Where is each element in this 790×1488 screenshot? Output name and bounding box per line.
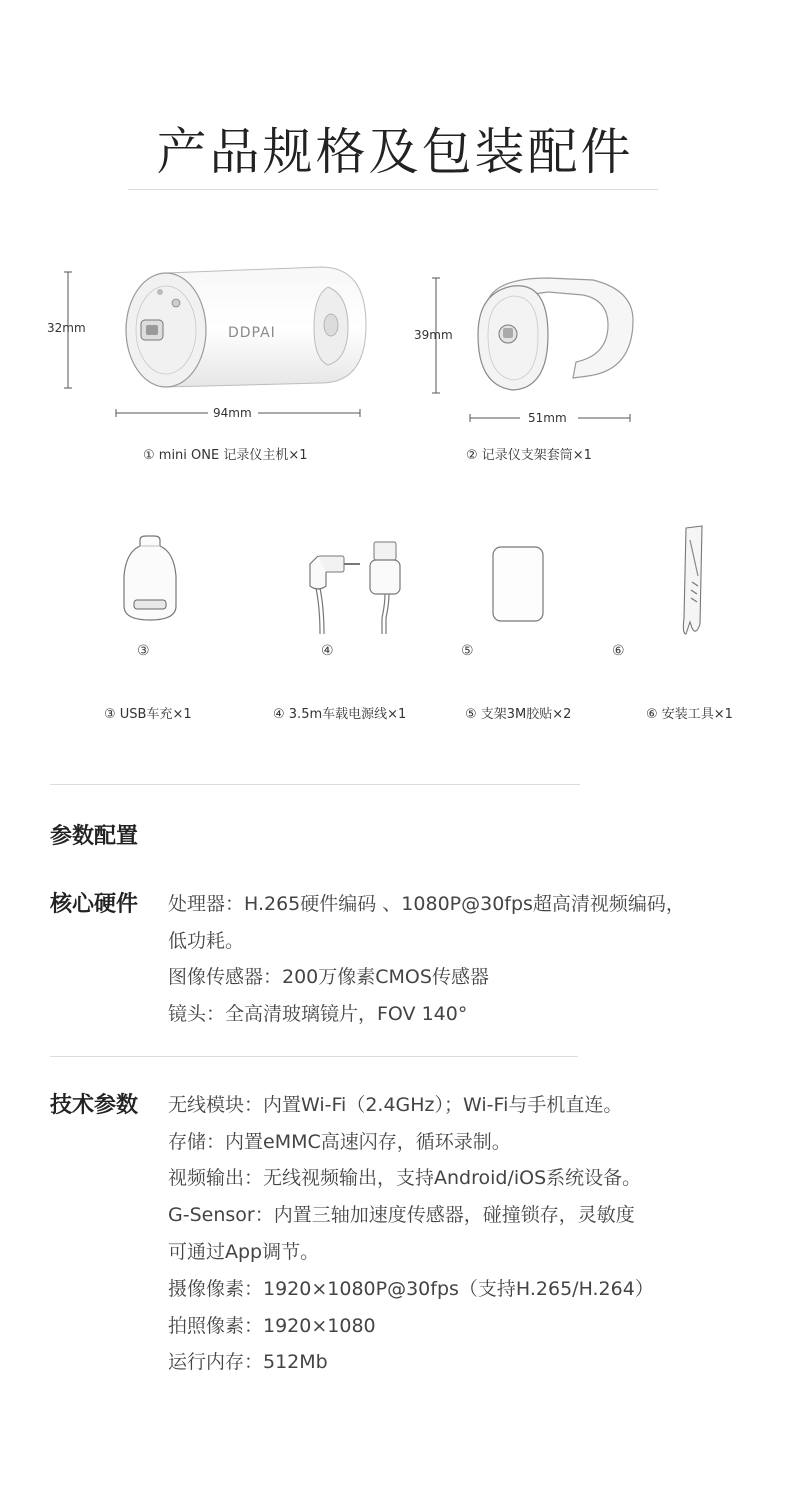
specs-divider-middle (50, 1056, 578, 1057)
core-hardware-label: 核心硬件 (50, 892, 139, 917)
tech-params-line: 无线模块：内置Wi-Fi（2.4GHz）；Wi-Fi与手机直连。 (168, 1094, 623, 1116)
tech-params-label: 技术参数 (50, 1093, 139, 1118)
tech-params-line: 运行内存：512Mb (168, 1351, 328, 1373)
mount-width-label: 51mm (528, 411, 567, 425)
tech-params-line: 拍照像素：1920×1080 (168, 1315, 376, 1337)
tech-params-line: 摄像像素：1920×1080P@30fps（支持H.265/H.264） (168, 1278, 654, 1300)
accessory-3-number: ③ (137, 643, 150, 659)
accessory-3-caption: ③ USB车充×1 (104, 707, 192, 722)
specs-divider-top (50, 784, 580, 785)
mount-illustration (468, 270, 648, 400)
accessory-4-number: ④ (321, 643, 334, 659)
adhesive-pad-illustration (490, 544, 546, 624)
accessory-4-caption: ④ 3.5m车载电源线×1 (273, 707, 407, 722)
svg-text:DDPAI: DDPAI (228, 325, 276, 341)
tech-params-line: G-Sensor：内置三轴加速度传感器，碰撞锁存，灵敏度 (168, 1204, 635, 1226)
accessory-6-caption: ⑥ 安装工具×1 (646, 707, 733, 722)
installation-tool-illustration (672, 526, 712, 638)
core-hardware-line: 低功耗。 (168, 930, 245, 952)
core-hardware-line: 镜头：全高清玻璃镜片，FOV 140° (168, 1003, 468, 1025)
tech-params-line: 可通过App调节。 (168, 1241, 320, 1263)
accessory-5-caption: ⑤ 支架3M胶贴×2 (465, 707, 572, 722)
mount-caption: ② 记录仪支架套筒×1 (466, 448, 592, 463)
camera-length-label: 94mm (213, 406, 252, 420)
camera-caption: ① mini ONE 记录仪主机×1 (143, 448, 308, 463)
power-cable-illustration (300, 538, 410, 638)
mount-height-label: 39mm (414, 328, 453, 342)
core-hardware-line: 图像传感器：200万像素CMOS传感器 (168, 966, 489, 988)
tech-params-line: 存储：内置eMMC高速闪存，循环录制。 (168, 1131, 511, 1153)
core-hardware-line: 处理器：H.265硬件编码 、1080P@30fps超高清视频编码， (168, 893, 685, 915)
tech-params-line: 视频输出：无线视频输出，支持Android/iOS系统设备。 (168, 1167, 642, 1189)
page-title: 产品规格及包装配件 (156, 123, 634, 181)
camera-height-label: 32mm (47, 321, 86, 335)
accessory-5-number: ⑤ (461, 643, 474, 659)
usb-car-charger-illustration (118, 536, 188, 626)
dashcam-illustration (116, 265, 376, 395)
accessory-6-number: ⑥ (612, 643, 625, 659)
specs-section-title: 参数配置 (50, 824, 139, 849)
